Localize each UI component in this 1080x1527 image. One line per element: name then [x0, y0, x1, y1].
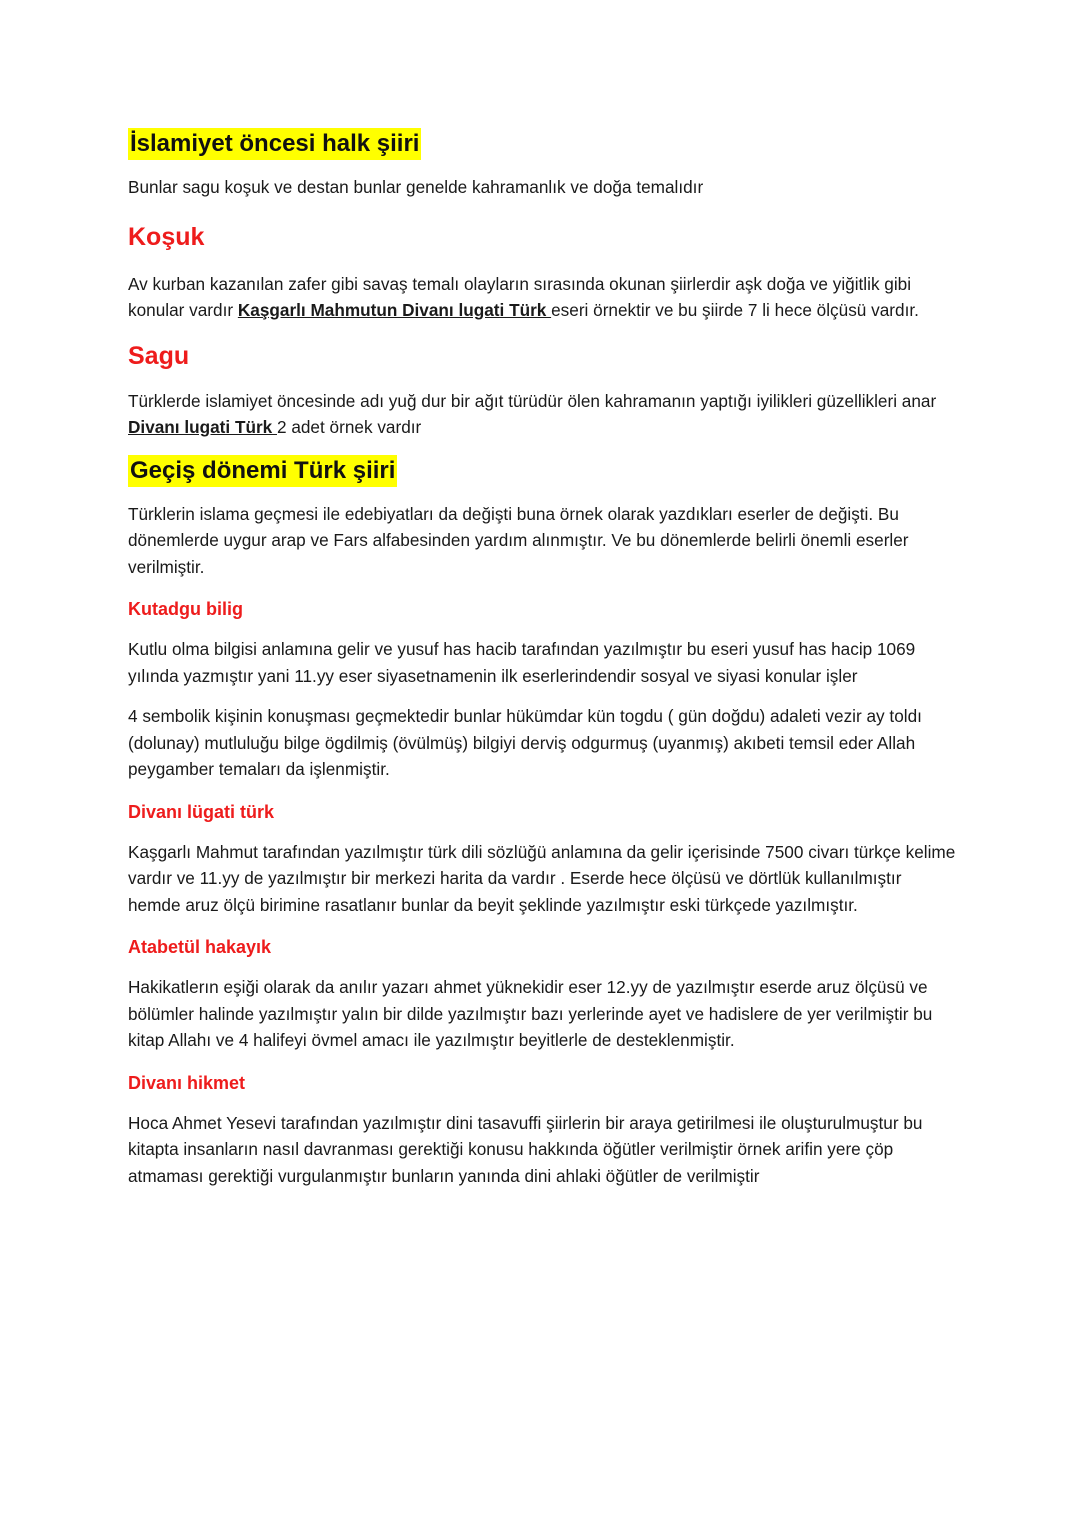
sagu-link[interactable]: Divanı lugati Türk	[128, 417, 277, 437]
paragraph-kutadgu-bilig-1: Kutlu olma bilgisi anlamına gelir ve yusuf has hacib tarafından yazılmıştır bu eseri yusuf has hacip 1069 yılında yazmıştır yani 11.yy eser siyasetnamenin ilk eserlerindendir sosyal ve siyasi konular işler	[128, 639, 916, 686]
heading-kutadgu-bilig: Kutadgu bilig	[128, 599, 243, 619]
heading-gecis-donemi: Geçiş dönemi Türk şiiri	[128, 455, 397, 487]
kosuk-text-a: Av kurban kazanılan zafer gibi savaş temalı olayların sırasında okunan şiirlerdir aşk doğa ve yiğitlik gibi konular vardır	[128, 273, 912, 320]
heading-kosuk: Koşuk	[128, 222, 205, 251]
heading-divani-lugati-turk: Divanı lügati türk	[128, 801, 275, 822]
section-gecis-donemi	[128, 455, 952, 487]
paragraph-kutadgu-bilig-2: 4 sembolik kişinin konuşması geçmektedir bunlar hükümdar kün togdu ( gün doğdu) adaleti vezir ay toldı (dolunay) mutluluğu bilge ögdilmiş (övülmüş) bilgiyi derviş odgurmuş (uyanmış) akıbeti temsil eder Allah peygamber temaları da işlenmiştir.	[128, 706, 922, 779]
paragraph-intro: Bunlar sagu koşuk ve destan bunlar genelde kahramanlık ve doğa temalıdır	[128, 177, 704, 197]
paragraph-divani-hikmet: Hoca Ahmet Yesevi tarafından yazılmıştır dini tasavuffi şiirlerin bir araya getirilmesi ile oluşturulmuştur bu kitapta insanların nasıl davranması gerektiği konusu hakkında öğütler verilmiştir örnek arifin yere çöp atmaması gerektiği vurgulanmıştır bunların yanında dini ahlaki öğütler de verilmiştir	[128, 1112, 923, 1186]
heading-sagu: Sagu	[128, 341, 190, 370]
paragraph-atabetul-hakayik: Hakikatlerın eşiği olarak da anılır yazarı ahmet yüknekidir eser 12.yy de yazılmıştır eserde aruz ölçüsü ve bölümler halinde yazılmıştır yalın bir dilde yazılmıştır bazı yerlerinde ayet ve hadislere de yer verilmiştir bu kitap Allahı ve 4 halifeyi övmel amacı ile yazılmıştır beyitlerle de desteklenmiştir.	[128, 977, 933, 1050]
paragraph-sagu	[128, 388, 958, 441]
paragraph-gecis-donemi: Türklerin islama geçmesi ile edebiyatları da değişti buna örnek olarak yazdıkları eserler de değişti. Bu dönemlerde uygur arap ve Fars alfabesinden yardım alınmıştır. Ve bu dönemlerde belirli önemli eserler verilmiştir.	[128, 503, 909, 577]
kosuk-text-b: eseri örnektir ve bu şiirde 7 li hece ölçüsü vardır.	[551, 300, 919, 320]
paragraph-divani-lugati-turk: Kaşgarlı Mahmut tarafından yazılmıştır türk dili sözlüğü anlamına da gelir içerisinde 7500 civarı türkçe kelime vardır ve 11.yy de yazılmıştır bir merkezi harita da vardır . Eserde hece ölçüsü ve dörtlük kullanılmıştır hemde aruz ölçü birimine rasatlanır bunlar da beyit şeklinde yazılmıştır eski türkçede yazılmıştır.	[128, 841, 956, 915]
paragraph-kosuk	[128, 271, 958, 324]
heading-divani-hikmet: Divanı hikmet	[128, 1072, 246, 1093]
heading-islamiyet-oncesi: İslamiyet öncesi halk şiiri	[128, 128, 421, 160]
kosuk-link[interactable]: Kaşgarlı Mahmutun Divanı lugati Türk	[237, 300, 552, 320]
sagu-text-a: Türklerde islamiyet öncesinde adı yuğ dur bir ağıt türüdür ölen kahramanın yaptığı iyilikleri güzellikleri anar	[128, 390, 937, 411]
heading-atabetul-hakayik: Atabetül hakayık	[128, 937, 272, 957]
section-islamiyet-oncesi	[128, 128, 952, 160]
sagu-text-b: 2 adet örnek vardır	[276, 417, 422, 437]
